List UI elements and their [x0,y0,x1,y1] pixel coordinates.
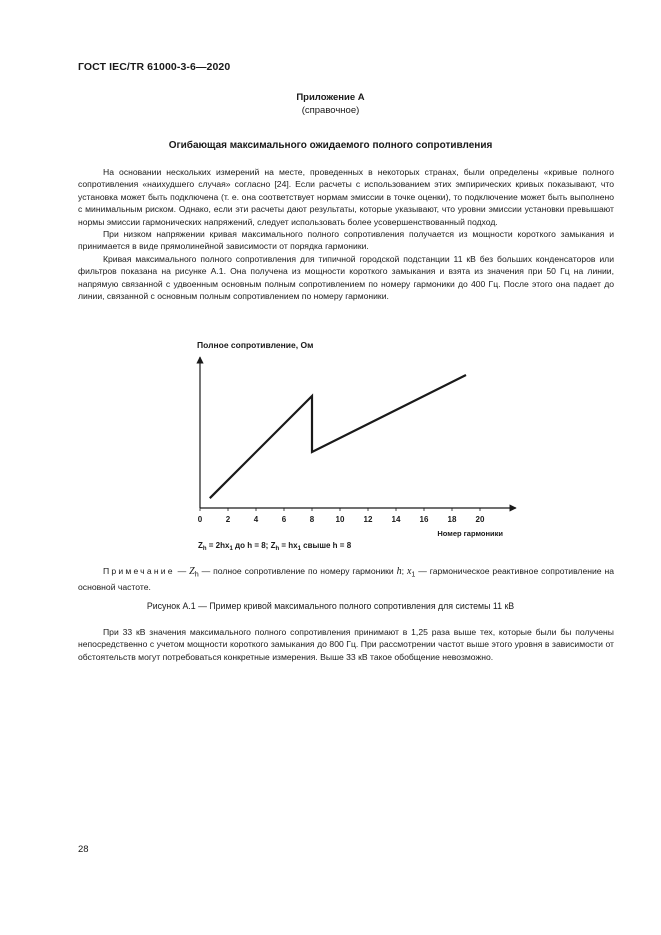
x-tick-label: 14 [391,515,401,524]
paragraph: При низком напряжении кривая максимального полного сопротивления получается из мощности короткого замыкания и принимается в виде прямолинейной зависимости от порядка гармоники. [78,229,614,252]
x-tick-label: 0 [197,515,203,524]
x-tick-label: 6 [281,515,287,524]
x-tick-label: 12 [363,515,373,524]
document-header: ГОСТ IEC/TR 61000-3-6—2020 [78,61,231,73]
impedance-chart [190,336,520,554]
paragraph: При 33 кВ значения максимального полного сопротивления принимают в 1,25 раза выше тех, которые были бы получены непосредственно с учетом мощности короткого замыкания до 800 Гц. При рассмотрении частот выше этого уровня в зависимости от обстоятельств могут потребоваться конкретные измерения. Выше 33 кВ такое обобщение невозможно. [78,627,614,662]
chart-formula: $Z_h = 2hx_1$ до h = 8; $Z_h = hx_1$ свыше h = 8 [198,541,352,552]
x-axis-label: Номер гармоники [437,529,503,538]
impedance-series-line [210,375,466,498]
paragraph: На основании нескольких измерений на месте, проведенных в некоторых странах, были определены «кривые полного сопротивления «наихудшего случая» согласно [24]. Если расчеты с использованием этих эмпирических кривых показывают, что установка может быть подключена (т. е. она соответствует нормам эмиссии в точке оценки), то подключение может быть выполнено с минимальным риском. Однако, если эти расчеты дают результаты, которые указывают, что уровни эмиссии установки превышают нормы эмиссии гармонических напряжений, следует использовать более усовершенствованный подход. [78,167,614,227]
note-label: Примечание [103,566,175,576]
x-tick-label: 10 [335,515,345,524]
body-text-top [78,166,614,302]
x-tick-label: 18 [447,515,457,524]
x-ticks [198,508,485,524]
page-number: 28 [78,844,89,855]
x-tick-label: 16 [419,515,429,524]
x-tick-label: 20 [475,515,485,524]
figure-note: Примечание — $Z_h$ — полное сопротивление по номеру гармоники h; $x_1$ — гармоническое реактивное сопротивление на основной частоте. [78,566,614,593]
x-tick-label: 2 [225,515,231,524]
body-text-bottom [78,626,614,663]
paragraph: Кривая максимального полного сопротивления для типичной городской подстанции 11 кВ без больших конденсаторов или фильтров показана на рисунке А.1. Она получена из мощности короткого замыкания и взята из значения при 50 Гц на линии, напрямую связанной с удвоенным основным полным сопротивлением по номеру гармоники до 400 Гц. После этого она падает до линии, связанной с основным полным сопротивлением по номеру гармоники. [78,253,614,302]
annex-heading [0,91,661,117]
x-tick-label: 4 [253,515,259,524]
section-title: Огибающая максимального ожидаемого полного сопротивления [168,140,493,151]
y-axis-label: Полное сопротивление, Ом [197,340,314,350]
annex-type: (справочное) [301,105,360,116]
annex-title: Приложение А [296,92,365,103]
x-tick-label: 8 [309,515,315,524]
chart-svg [190,336,520,554]
figure-caption: Рисунок А.1 — Пример кривой максимального полного сопротивления для системы 11 кВ [146,601,515,611]
